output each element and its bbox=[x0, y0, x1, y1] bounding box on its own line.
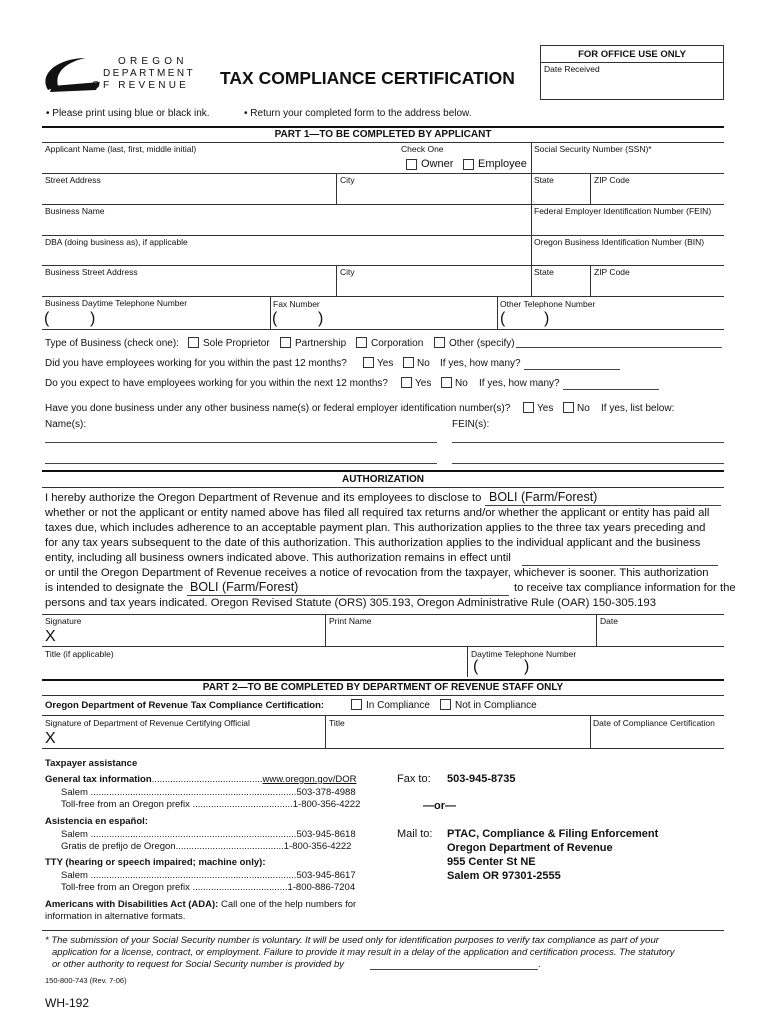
auth-line-7a: is intended to designate the bbox=[45, 582, 184, 594]
mail-to-label: Mail to: bbox=[397, 828, 433, 840]
not-in-compliance-label: Not in Compliance bbox=[455, 700, 537, 711]
footnote-line-1: * The submission of your Social Security number is voluntary. It will be used only for identification purposes to verify tax compliance as part of your bbox=[45, 935, 659, 946]
other-area-open: ( bbox=[500, 310, 506, 327]
part2-heading: PART 2—TO BE COMPLETED BY DEPARTMENT OF REVENUE STAFF ONLY bbox=[202, 682, 564, 693]
zip2-label: ZIP Code bbox=[594, 267, 630, 277]
employees-next-no-label: No bbox=[455, 378, 468, 389]
statutory-authority-field[interactable] bbox=[370, 969, 538, 970]
authorization-heading: AUTHORIZATION bbox=[341, 474, 425, 485]
signature-label: Signature bbox=[45, 616, 82, 626]
auth-line-6: or until the Oregon Department of Revenue receives a notice of revocation from the taxpayer, whichever is sooner. This authorization bbox=[45, 567, 709, 579]
espanol-heading: Asistencia en español: bbox=[45, 816, 148, 827]
footnote-line-3-end: . bbox=[538, 959, 541, 970]
assistance-heading: Taxpayer assistance bbox=[45, 758, 138, 769]
applicant-name-label: Applicant Name (last, first, middle initial) bbox=[45, 144, 197, 154]
date-received-label: Date Received bbox=[544, 64, 600, 74]
daytime-phone-label: Business Daytime Telephone Number bbox=[45, 298, 188, 308]
mail-line-4: Salem OR 97301-2555 bbox=[447, 870, 561, 882]
owner-checkbox[interactable] bbox=[406, 159, 417, 170]
footnote-line-3: or other authority to request for Social Security number is provided by bbox=[52, 959, 345, 970]
employee-checkbox[interactable] bbox=[463, 159, 474, 170]
business-street-label: Business Street Address bbox=[45, 267, 138, 277]
partnership-label: Partnership bbox=[295, 338, 347, 349]
salem-number-2: Salem ..............................................................................503-945-8618 bbox=[61, 829, 356, 840]
salem-number-3: Salem ..............................................................................503-945-8617 bbox=[61, 870, 356, 881]
employees-next-how-many: If yes, how many? bbox=[479, 378, 560, 389]
corporation-checkbox[interactable] bbox=[356, 337, 367, 348]
business-type-label: Type of Business (check one): bbox=[45, 338, 179, 349]
names-field-1[interactable] bbox=[45, 442, 437, 443]
title-label: Title (if applicable) bbox=[45, 649, 114, 659]
fax-area-open: ( bbox=[272, 310, 278, 327]
form-title: TAX COMPLIANCE CERTIFICATION bbox=[220, 68, 515, 88]
general-info-label: General tax information bbox=[45, 774, 152, 785]
corporation-label: Corporation bbox=[371, 338, 424, 349]
other-names-list-below: If yes, list below: bbox=[601, 403, 675, 414]
in-compliance-checkbox[interactable] bbox=[351, 699, 362, 710]
fein-label: Federal Employer Identification Number (FEIN) bbox=[534, 206, 712, 216]
official-title-label: Title bbox=[329, 718, 345, 728]
auth-line-8: persons and tax years indicated. Oregon Revised Statute (ORS) 305.193, Oregon Administrative Rule (OAR) 150-305.193 bbox=[45, 597, 656, 609]
auth-phone-area-close: ) bbox=[524, 658, 530, 675]
fax-label: Fax Number bbox=[273, 299, 320, 309]
ada-line-2: information in alternative formats. bbox=[45, 911, 186, 922]
mail-line-2: Oregon Department of Revenue bbox=[447, 842, 613, 854]
oregon-logo-swoosh-icon bbox=[40, 52, 110, 98]
mail-line-3: 955 Center St NE bbox=[447, 856, 536, 868]
auth-line-5: entity, including all business owners indicated above. This authorization remains in effect until bbox=[45, 552, 511, 564]
tollfree-number-3: Toll-free from an Oregon prefix ....................................1-800-886-7204 bbox=[61, 882, 356, 893]
employee-label: Employee bbox=[478, 158, 527, 170]
partnership-checkbox[interactable] bbox=[280, 337, 291, 348]
salem-number-1: Salem ..............................................................................503-378-4988 bbox=[61, 787, 356, 798]
fax-to-label: Fax to: bbox=[397, 773, 431, 785]
ada-text: Call one of the help numbers for bbox=[218, 899, 357, 910]
official-signature-field[interactable]: X bbox=[45, 730, 56, 747]
sole-proprietor-label: Sole Proprietor bbox=[203, 338, 270, 349]
ada-label: Americans with Disabilities Act (ADA): bbox=[45, 899, 219, 910]
ada-line-1 bbox=[45, 899, 356, 910]
date-label: Date bbox=[600, 616, 618, 626]
official-signature-label: Signature of Department of Revenue Certifying Official bbox=[45, 718, 250, 728]
certification-label: Oregon Department of Revenue Tax Compliance Certification: bbox=[45, 700, 325, 711]
general-info-url[interactable]: www.oregon.gov/DOR bbox=[262, 774, 357, 785]
ssn-label: Social Security Number (SSN)* bbox=[534, 144, 652, 154]
in-compliance-label: In Compliance bbox=[366, 700, 430, 711]
other-type-field[interactable] bbox=[516, 347, 722, 348]
part1-heading: PART 1—TO BE COMPLETED BY APPLICANT bbox=[274, 129, 492, 140]
other-phone-label: Other Telephone Number bbox=[500, 299, 596, 309]
state-label: State bbox=[534, 175, 554, 185]
employees-past-count-field[interactable] bbox=[524, 369, 620, 370]
compliance-date-label: Date of Compliance Certification bbox=[593, 718, 715, 728]
logo-line-1: OREGON bbox=[118, 56, 188, 67]
employees-next-yes-checkbox[interactable] bbox=[401, 377, 412, 388]
auth-line-4: for any tax years subsequent to the date of this authorization. This authorization applies to the individual applicant and the business bbox=[45, 537, 701, 549]
auth-line-7b: to receive tax compliance information for the bbox=[514, 582, 736, 594]
other-names-question: Have you done business under any other business name(s) or federal employer identification number(s)? bbox=[45, 403, 511, 414]
dba-label: DBA (doing business as), if applicable bbox=[45, 237, 188, 247]
state2-label: State bbox=[534, 267, 554, 277]
employees-past-no-label: No bbox=[417, 358, 430, 369]
fein-field-1[interactable] bbox=[452, 442, 724, 443]
print-name-label: Print Name bbox=[329, 616, 372, 626]
instruction-ink: • Please print using blue or black ink. bbox=[46, 108, 210, 119]
employees-next-no-checkbox[interactable] bbox=[441, 377, 452, 388]
employees-next-yes-label: Yes bbox=[415, 378, 432, 389]
employees-next-question: Do you expect to have employees working for you within the next 12 months? bbox=[45, 378, 388, 389]
auth-phone-area-open: ( bbox=[473, 658, 479, 675]
designee-value[interactable]: BOLI (Farm/Forest) bbox=[190, 580, 299, 594]
employees-past-yes-label: Yes bbox=[377, 358, 394, 369]
city-label: City bbox=[340, 175, 355, 185]
logo-line-2: DEPARTMENT bbox=[103, 68, 195, 79]
employees-past-yes-checkbox[interactable] bbox=[363, 357, 374, 368]
general-info-dots: .......................................... bbox=[151, 774, 263, 785]
form-number: WH-192 bbox=[45, 996, 90, 1010]
owner-label: Owner bbox=[421, 158, 454, 170]
auth-daytime-phone-label: Daytime Telephone Number bbox=[471, 649, 577, 659]
other-names-yes-label: Yes bbox=[537, 403, 554, 414]
fax-to-number: 503-945-8735 bbox=[447, 773, 516, 785]
other-type-checkbox[interactable] bbox=[434, 337, 445, 348]
auth-line-2: whether or not the applicant or entity named above has filed all required tax returns and/or whether the applicant or entity has paid all bbox=[45, 507, 710, 519]
tty-heading: TTY (hearing or speech impaired; machine only): bbox=[45, 857, 266, 868]
or-divider: —or— bbox=[423, 800, 456, 812]
office-use-box bbox=[540, 45, 724, 100]
employees-next-count-field[interactable] bbox=[563, 389, 659, 390]
footnote-line-2: application for a license, contract, or employment. Failure to provide it may result in a delay of the application and certification process. The statutory bbox=[52, 947, 675, 958]
signature-field[interactable]: X bbox=[45, 628, 56, 645]
auth-until-date-field[interactable] bbox=[522, 565, 718, 566]
logo-line-3: OF REVENUE bbox=[92, 80, 190, 91]
other-names-yes-checkbox[interactable] bbox=[523, 402, 534, 413]
names-label: Name(s): bbox=[45, 419, 87, 430]
sole-proprietor-checkbox[interactable] bbox=[188, 337, 199, 348]
names-field-2[interactable] bbox=[45, 463, 437, 464]
gratis-number: Gratis de prefijo de Oregon.........................................1-800-356-4222 bbox=[61, 841, 352, 852]
business-name-label: Business Name bbox=[45, 206, 105, 216]
instruction-return: • Return your completed form to the address below. bbox=[244, 108, 472, 119]
disclose-to-value[interactable]: BOLI (Farm/Forest) bbox=[489, 490, 598, 504]
fax-area-close: ) bbox=[318, 310, 324, 327]
mail-line-1: PTAC, Compliance & Filing Enforcement bbox=[447, 828, 659, 840]
employees-past-question: Did you have employees working for you within the past 12 months? bbox=[45, 358, 347, 369]
form-code: 150-800-743 (Rev. 7-06) bbox=[45, 976, 127, 985]
other-names-no-label: No bbox=[577, 403, 590, 414]
office-use-title: FOR OFFICE USE ONLY bbox=[578, 49, 686, 60]
bin-label: Oregon Business Identification Number (BIN) bbox=[534, 237, 705, 247]
phone-area-close: ) bbox=[90, 310, 96, 327]
employees-past-how-many: If yes, how many? bbox=[440, 358, 521, 369]
tollfree-number-1: Toll-free from an Oregon prefix ......................................1-800-356-4222 bbox=[61, 799, 361, 810]
street-address-label: Street Address bbox=[45, 175, 101, 185]
auth-line-1: I hereby authorize the Oregon Department of Revenue and its employees to disclose to bbox=[45, 492, 482, 504]
employees-past-no-checkbox[interactable] bbox=[403, 357, 414, 368]
zip-label: ZIP Code bbox=[594, 175, 630, 185]
general-info-row bbox=[45, 774, 356, 785]
other-names-no-checkbox[interactable] bbox=[563, 402, 574, 413]
other-type-label: Other (specify) bbox=[449, 338, 515, 349]
phone-area-open: ( bbox=[44, 310, 50, 327]
fein-field-2[interactable] bbox=[452, 463, 724, 464]
other-area-close: ) bbox=[544, 310, 550, 327]
city2-label: City bbox=[340, 267, 355, 277]
auth-line-3: taxes due, which includes adherence to an acceptable payment plan. This authorization applies to the three tax years preceding and bbox=[45, 522, 706, 534]
not-in-compliance-checkbox[interactable] bbox=[440, 699, 451, 710]
fein-list-label: FEIN(s): bbox=[452, 419, 490, 430]
check-one-label: Check One bbox=[401, 144, 444, 154]
